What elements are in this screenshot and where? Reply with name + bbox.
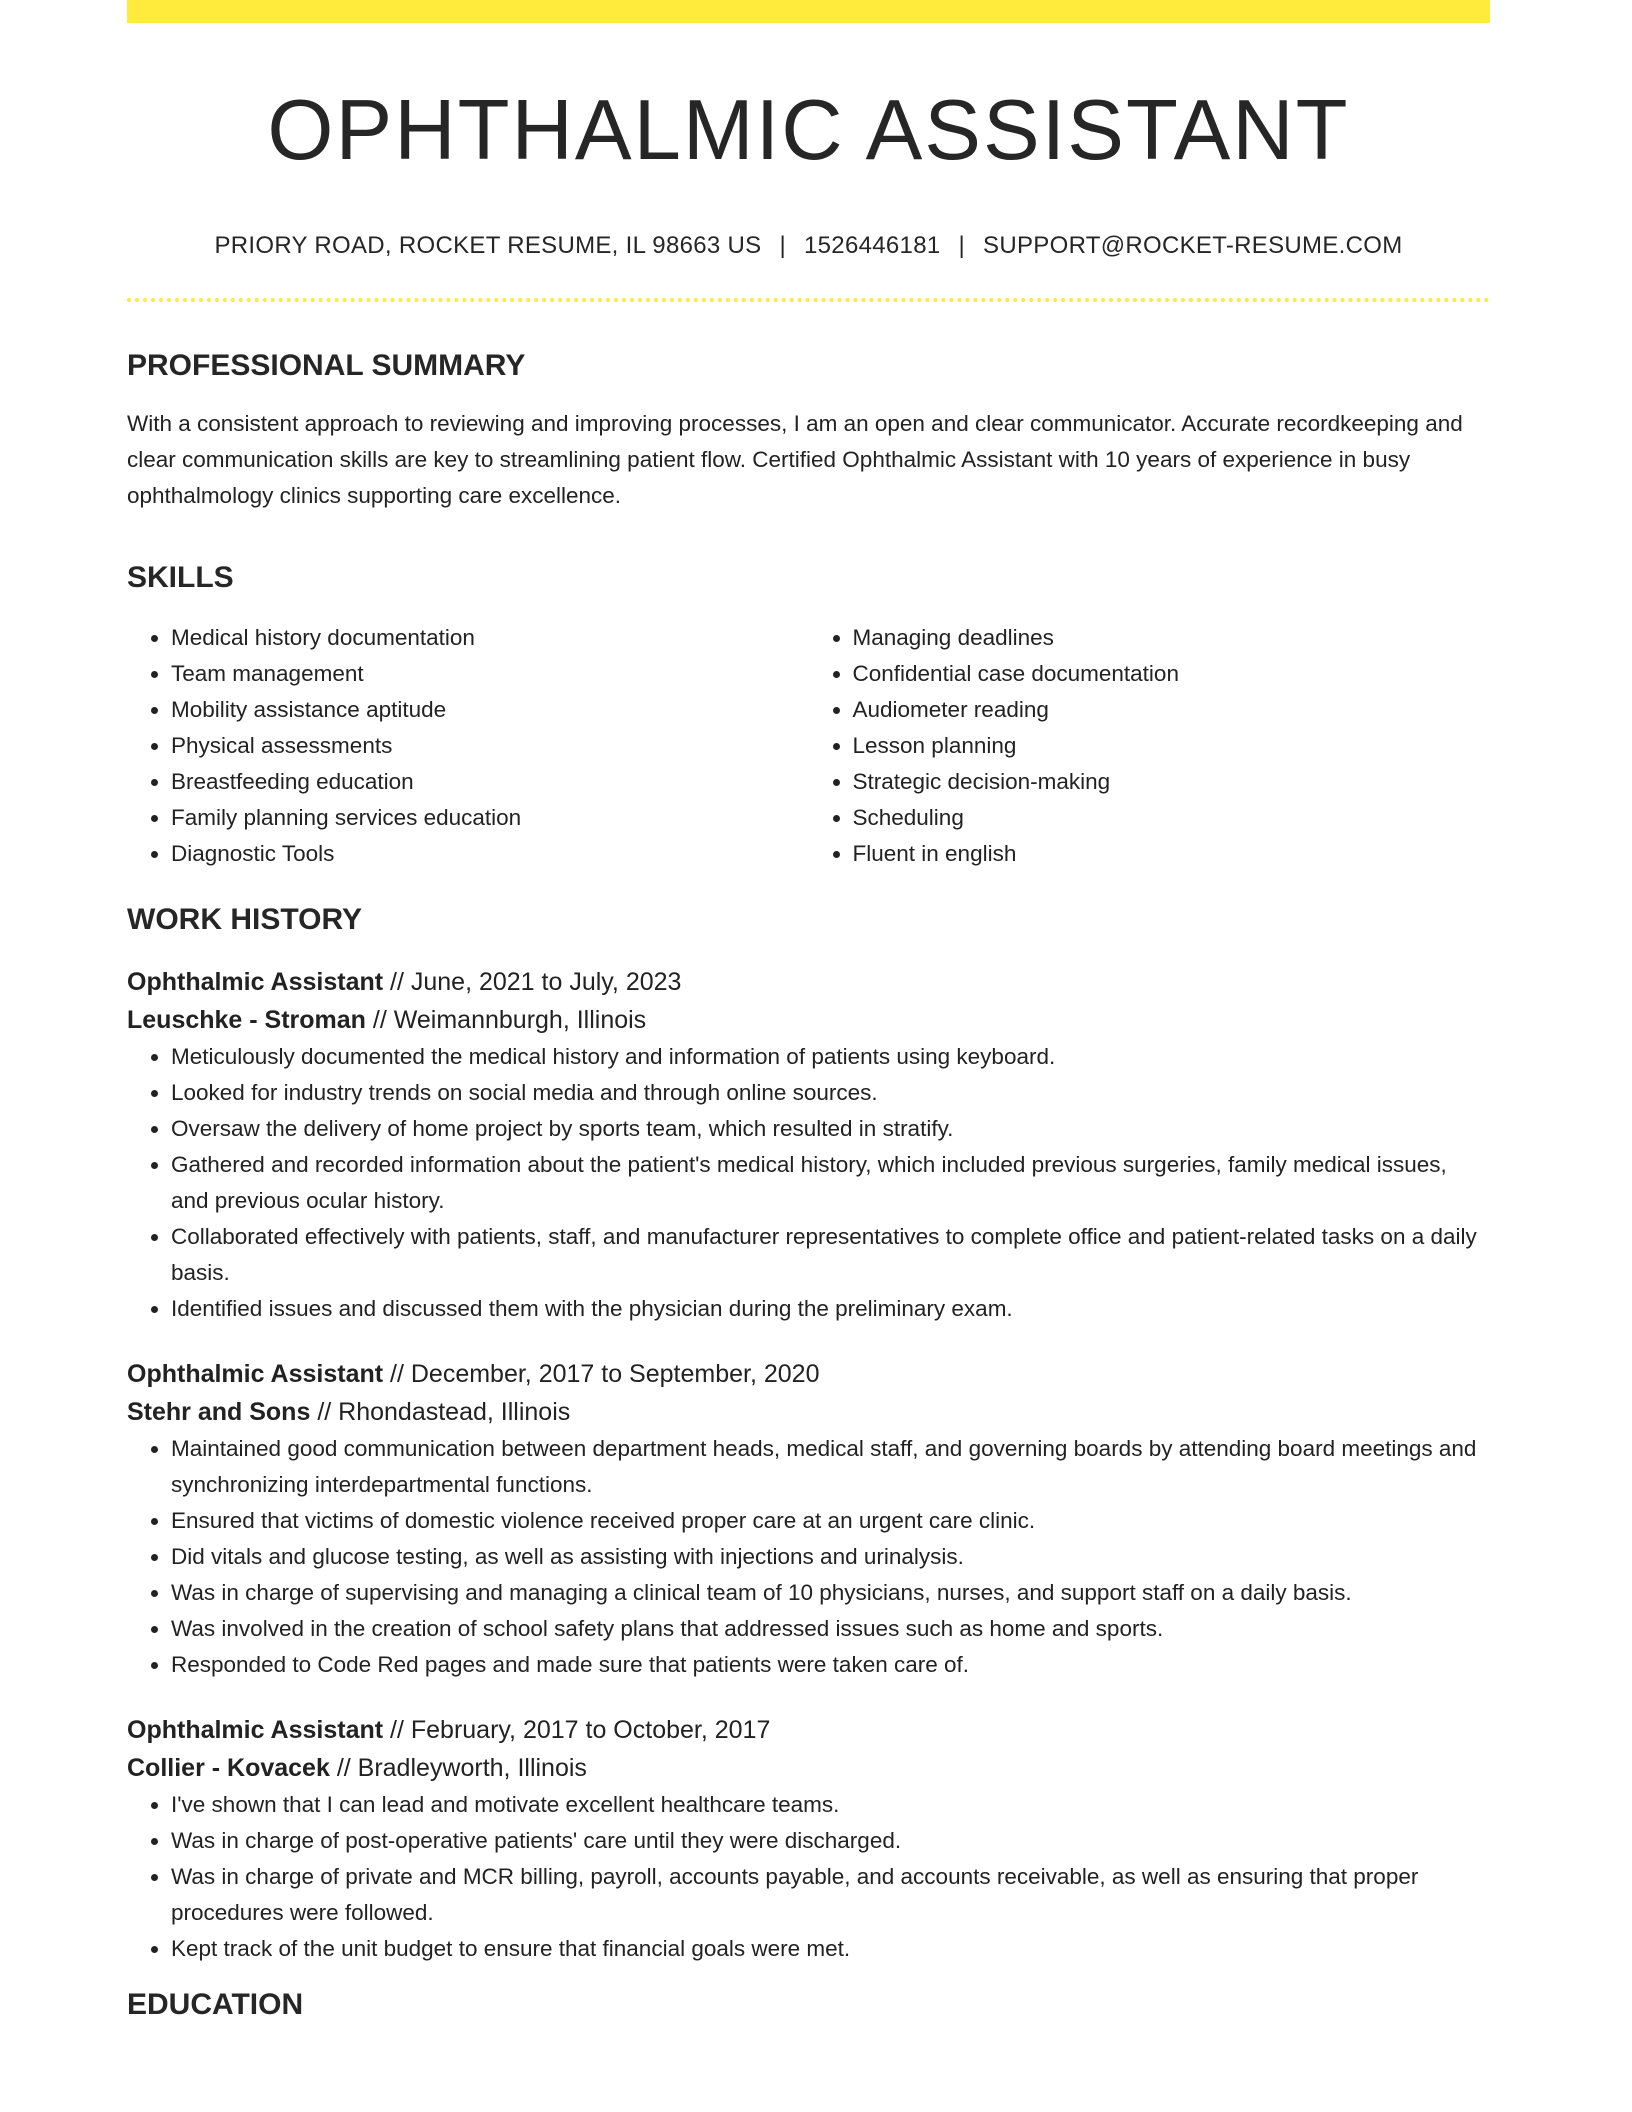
skill-item: • Fluent in english [853,836,1491,872]
job-bullet: • Was in charge of post-operative patients' care until they were discharged. [171,1823,1490,1859]
job-role: Ophthalmic Assistant [127,1360,384,1388]
skill-item: • Strategic decision-making [853,764,1491,800]
job-header [127,963,1490,1039]
skills-section [127,560,1490,872]
resume-page [127,0,1490,2023]
job-bullet: • Meticulously documented the medical history and information of patients using keyboard. [171,1039,1490,1075]
skill-item: • Scheduling [853,800,1491,836]
job-title-line [127,1355,1490,1393]
job-bullet: • Maintained good communication between department heads, medical staff, and governing boards by attending board meetings and synchronizing interdepartmental functions. [171,1431,1490,1503]
job-location: // Bradleyworth, Illinois [336,1754,587,1782]
job-bullet-list [127,1039,1490,1327]
section-title-education: EDUCATION [127,1988,304,2021]
skills-columns [127,620,1490,872]
skill-item: • Mobility assistance aptitude [171,692,809,728]
job-bullet: • Ensured that victims of domestic violence received proper care at an urgent care clinic. [171,1503,1490,1539]
skill-item: • Breastfeeding education [171,764,809,800]
skills-list-left [127,620,809,872]
job-bullet: • Was involved in the creation of school safety plans that addressed issues such as home and sports. [171,1611,1490,1647]
job-location: // Weimannburgh, Illinois [372,1006,647,1034]
job-company-line [127,1001,1490,1039]
job-bullet: • Did vitals and glucose testing, as well as assisting with injections and urinalysis. [171,1539,1490,1575]
job-bullet: • Gathered and recorded information about the patient's medical history, which included previous surgeries, family medical issues, and previous ocular history. [171,1147,1490,1219]
job-dates: // February, 2017 to October, 2017 [390,1716,771,1744]
job-company: Leuschke - Stroman [127,1006,366,1034]
contact-separator: | [779,232,787,259]
education-section [127,1987,1490,2023]
job-bullet: • Looked for industry trends on social media and through online sources. [171,1075,1490,1111]
job-bullet: • Was in charge of private and MCR billing, payroll, accounts payable, and accounts receivable, as well as ensuring that proper procedures were followed. [171,1859,1490,1931]
job-bullet-list [127,1787,1490,1967]
job-bullet: • Was in charge of supervising and managing a clinical team of 10 physicians, nurses, and support staff on a daily basis. [171,1575,1490,1611]
skills-list-right [809,620,1491,872]
dotted-divider [127,298,1490,302]
job-header [127,1355,1490,1431]
job-bullet: • Oversaw the delivery of home project by sports team, which resulted in stratify. [171,1111,1490,1147]
job-bullet: • Collaborated effectively with patients, staff, and manufacturer representatives to complete office and patient-related tasks on a daily basis. [171,1219,1490,1291]
skill-item: • Confidential case documentation [853,656,1491,692]
accent-top-bar [127,0,1490,23]
job-title-line [127,963,1490,1001]
contact-separator: | [958,232,966,259]
job-company: Collier - Kovacek [127,1754,330,1782]
skill-item: • Managing deadlines [853,620,1491,656]
summary-text: With a consistent approach to reviewing and improving processes, I am an open and clear communicator. Accurate recordkeeping and clear communication skills are key to streamlining patient flow. Certified Ophthalmic Assistant with 10 years of experience in busy ophthalmology clinics supporting care excellence. [127,411,1463,508]
job-bullet: • Responded to Code Red pages and made sure that patients were taken care of. [171,1647,1490,1683]
section-title-summary: PROFESSIONAL SUMMARY [127,349,526,382]
job-company: Stehr and Sons [127,1398,311,1426]
job-bullet: • Identified issues and discussed them with the physician during the preliminary exam. [171,1291,1490,1327]
job-bullet: • I've shown that I can lead and motivate excellent healthcare teams. [171,1787,1490,1823]
job-bullet-list [127,1431,1490,1683]
job-location: // Rhondastead, Illinois [317,1398,571,1426]
job-role: Ophthalmic Assistant [127,968,384,996]
job-title-line [127,1711,1490,1749]
contact-email: SUPPORT@ROCKET-RESUME.COM [983,232,1403,259]
skill-item: • Medical history documentation [171,620,809,656]
skill-item: • Lesson planning [853,728,1491,764]
job-entry [127,963,1490,1327]
job-company-line [127,1749,1490,1787]
job-header [127,1711,1490,1787]
skill-item: • Audiometer reading [853,692,1491,728]
skill-item: • Team management [171,656,809,692]
job-company-line [127,1393,1490,1431]
section-title-work-history: WORK HISTORY [127,903,363,936]
contact-phone: 1526446181 [804,232,941,259]
job-dates: // December, 2017 to September, 2020 [390,1360,820,1388]
summary-section [127,348,1490,514]
contact-line [127,231,1490,261]
work-history-section [127,902,1490,1967]
section-title-skills: SKILLS [127,561,234,594]
job-entry [127,1355,1490,1683]
contact-address: PRIORY ROAD, ROCKET RESUME, IL 98663 US [214,232,762,259]
jobs-list [127,963,1490,1967]
resume-name: OPHTHALMIC ASSISTANT [267,83,1350,178]
skill-item: • Family planning services education [171,800,809,836]
skill-item: • Physical assessments [171,728,809,764]
job-bullet: • Kept track of the unit budget to ensure that financial goals were met. [171,1931,1490,1967]
job-dates: // June, 2021 to July, 2023 [390,968,682,996]
job-entry [127,1711,1490,1967]
job-role: Ophthalmic Assistant [127,1716,384,1744]
skill-item: • Diagnostic Tools [171,836,809,872]
